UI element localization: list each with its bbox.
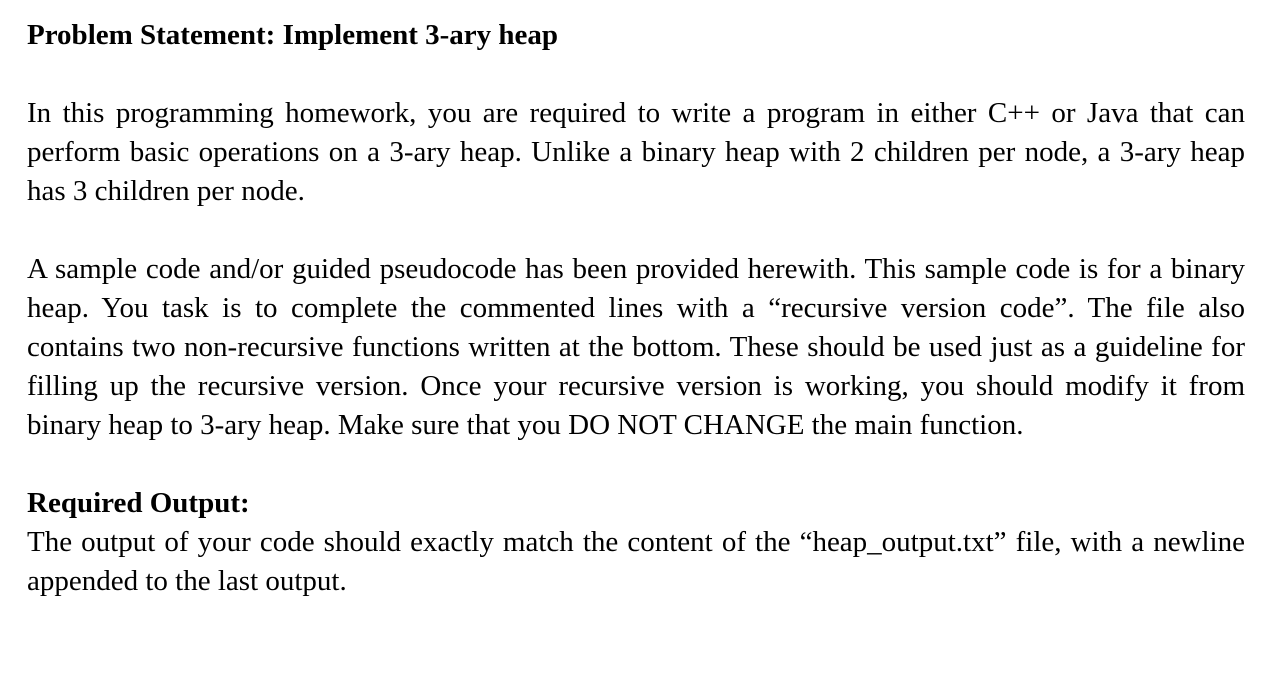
problem-statement-title: Problem Statement: Implement 3-ary heap	[27, 19, 559, 51]
required-output-paragraph: The output of your code should exactly match the content of the “heap_output.txt” file, with a newline appended to the last output.	[27, 526, 1245, 597]
document-page	[27, 16, 1245, 601]
required-output-heading: Required Output:	[27, 487, 250, 519]
intro-paragraph: In this programming homework, you are required to write a program in either C++ or Java that can perform basic operations on a 3-ary heap. Unlike a binary heap with 2 children per node, a 3-ary heap has 3 children per node.	[27, 97, 1245, 207]
spacer	[27, 445, 1245, 484]
instructions-paragraph: A sample code and/or guided pseudocode has been provided herewith. This sample code is for a binary heap. You task is to complete the commented lines with a “recursive version code”. The file also contains two non-recursive functions written at the bottom. These should be used just as a guideline for filling up the recursive version. Once your recursive version is working, you should modify it from binary heap to 3-ary heap. Make sure that you DO NOT CHANGE the main function.	[27, 253, 1245, 441]
spacer	[27, 211, 1245, 250]
